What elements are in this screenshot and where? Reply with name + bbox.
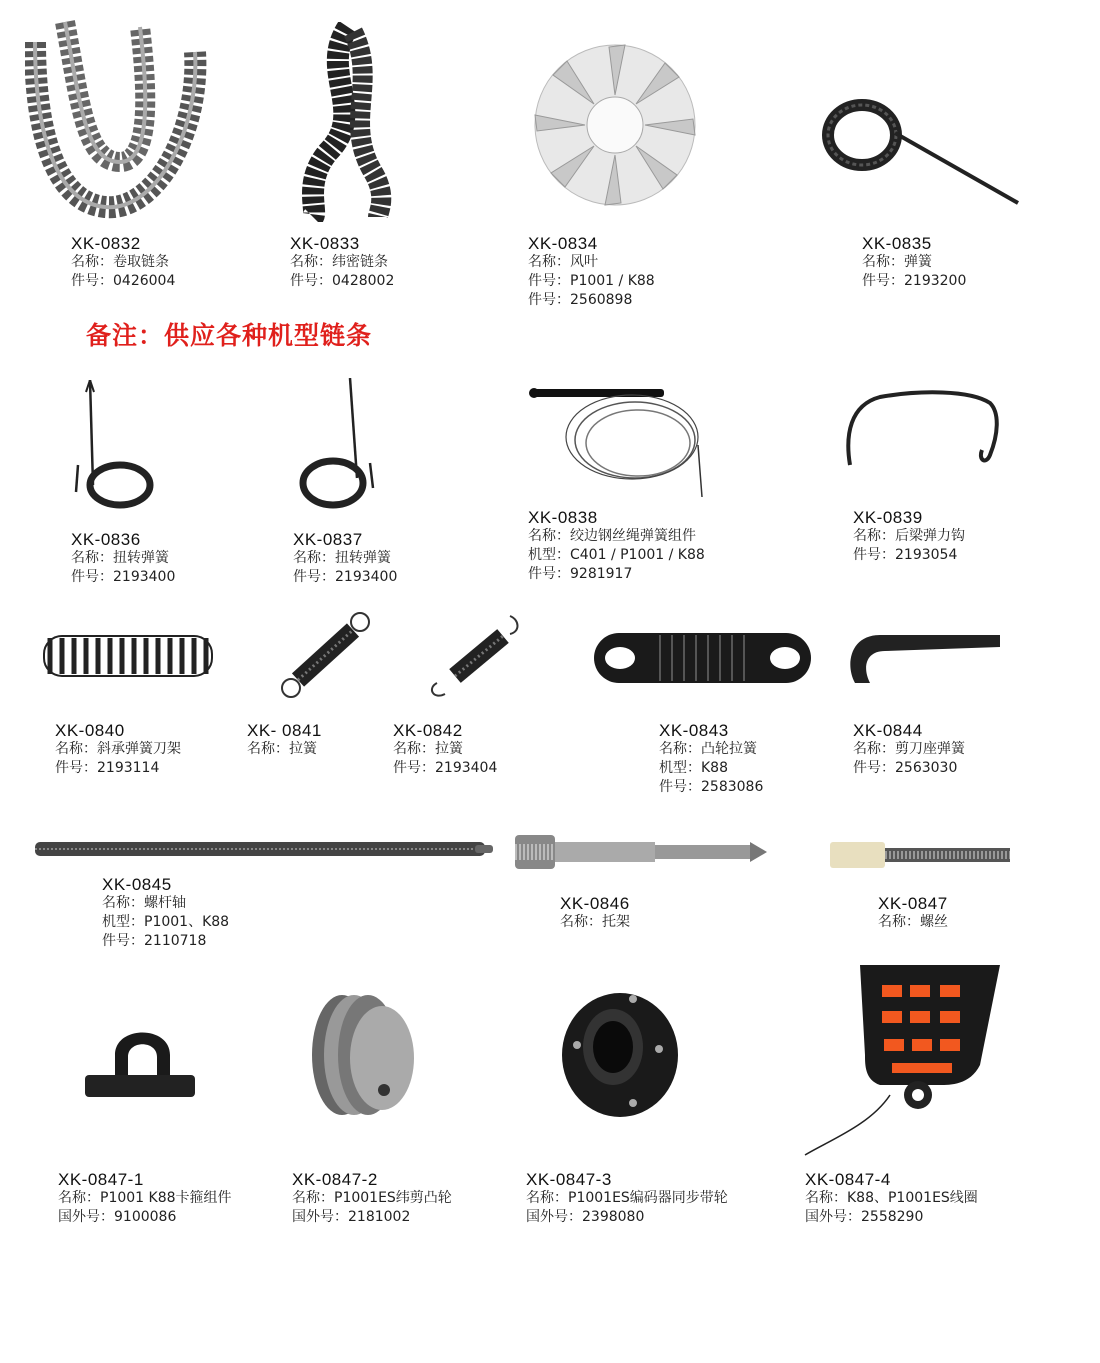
product-caption	[55, 721, 181, 778]
product-caption	[292, 1170, 452, 1227]
part-code: XK-0834	[528, 234, 598, 253]
part-code: XK-0833	[290, 234, 360, 253]
torsion-spring-icon	[68, 380, 158, 510]
part-info: 名称：拉簧	[393, 741, 463, 757]
roller-chain-icon	[298, 22, 398, 222]
part-info: 国外号：9100086	[58, 1209, 177, 1225]
product-caption	[878, 894, 948, 932]
part-code: XK-0842	[393, 721, 463, 740]
part-info: 名称：K88、P1001ES线圈	[805, 1190, 978, 1206]
part-code: XK-0836	[71, 530, 141, 549]
part-code: XK-0847-2	[292, 1170, 378, 1189]
part-code: XK- 0841	[247, 721, 322, 740]
part-info: 件号：2193200	[862, 273, 967, 289]
part-info: 名称：纬密链条	[290, 254, 388, 270]
product-caption	[853, 508, 965, 565]
part-info: 名称：扭转弹簧	[71, 550, 169, 566]
part-info: 名称：托架	[560, 914, 630, 930]
product-caption	[393, 721, 497, 778]
part-info: 国外号：2398080	[526, 1209, 645, 1225]
screw-icon	[830, 840, 1015, 870]
clamp-icon	[85, 1015, 195, 1105]
flat-spring-icon	[840, 625, 1005, 690]
part-code: XK-0839	[853, 508, 923, 527]
part-info: 件号：2193404	[393, 760, 498, 776]
part-info: 名称：剪刀座弹簧	[853, 741, 965, 757]
part-info: 名称：螺丝	[878, 914, 948, 930]
roller-chain-icon	[25, 12, 210, 227]
part-info: 件号：0428002	[290, 273, 395, 289]
tension-spring-icon	[278, 608, 373, 703]
wire-rope-icon	[520, 385, 710, 505]
product-caption	[102, 875, 229, 951]
part-info: 件号：2563030	[853, 760, 958, 776]
product-caption	[293, 530, 397, 587]
product-caption	[560, 894, 630, 932]
part-code: XK-0847-3	[526, 1170, 612, 1189]
part-info: 名称：扭转弹簧	[293, 550, 391, 566]
product-caption	[58, 1170, 232, 1227]
part-info: 名称：拉簧	[247, 741, 317, 757]
part-info: 国外号：2181002	[292, 1209, 411, 1225]
part-info: 名称：斜承弹簧刀架	[55, 741, 181, 757]
part-info: 名称：凸轮拉簧	[659, 741, 757, 757]
part-code: XK-0847	[878, 894, 948, 913]
pulley-icon	[555, 985, 680, 1120]
part-info: 件号：2193054	[853, 547, 958, 563]
product-caption	[526, 1170, 728, 1227]
part-info: 名称：风叶	[528, 254, 598, 270]
coil-spring-icon	[40, 632, 215, 680]
bracket-pin-icon	[515, 832, 770, 872]
part-info: 名称：螺杆轴	[102, 895, 186, 911]
supply-note: 备注：供应各种机型链条	[86, 321, 373, 350]
part-code: XK-0845	[102, 875, 172, 894]
part-code: XK-0847-4	[805, 1170, 891, 1189]
hook-icon	[840, 385, 1005, 475]
product-caption	[805, 1170, 978, 1227]
part-info: 件号：0426004	[71, 273, 176, 289]
part-code: XK-0843	[659, 721, 729, 740]
part-info: 件号：2193114	[55, 760, 160, 776]
coil-icon	[800, 955, 1020, 1165]
part-code: XK-0847-1	[58, 1170, 144, 1189]
part-code: XK-0838	[528, 508, 598, 527]
torsion-spring-icon	[295, 378, 385, 513]
part-info: 机型：C401 / P1001 / K88	[528, 547, 705, 563]
part-info: 名称：P1001 K88卡箍组件	[58, 1190, 232, 1206]
part-info: 名称：弹簧	[862, 254, 932, 270]
part-code: XK-0846	[560, 894, 630, 913]
part-info: 名称：绞边钢丝绳弹簧组件	[528, 528, 696, 544]
part-info: 机型：K88	[659, 760, 728, 776]
product-caption	[659, 721, 763, 797]
part-info: 件号：9281917	[528, 566, 633, 582]
part-info: 件号：2560898	[528, 292, 633, 308]
product-caption	[528, 508, 705, 584]
product-caption	[853, 721, 965, 778]
part-info: 件号：2193400	[293, 569, 398, 585]
cam-spring-icon	[590, 625, 815, 690]
product-caption	[247, 721, 322, 759]
product-caption	[290, 234, 394, 291]
cam-icon	[292, 990, 432, 1125]
part-info: 名称：P1001ES编码器同步带轮	[526, 1190, 728, 1206]
part-code: XK-0837	[293, 530, 363, 549]
part-info: 国外号：2558290	[805, 1209, 924, 1225]
product-caption	[862, 234, 966, 291]
fan-blade-icon	[515, 40, 715, 210]
part-info: 件号：P1001 / K88	[528, 273, 655, 289]
part-info: 名称：后梁弹力钩	[853, 528, 965, 544]
part-info: 件号：2193400	[71, 569, 176, 585]
spring-icon	[820, 85, 1025, 210]
part-info: 件号：2583086	[659, 779, 764, 795]
part-code: XK-0832	[71, 234, 141, 253]
part-code: XK-0835	[862, 234, 932, 253]
part-info: 名称：卷取链条	[71, 254, 169, 270]
product-caption	[71, 530, 175, 587]
product-caption	[528, 234, 655, 310]
part-info: 机型：P1001、K88	[102, 914, 230, 930]
part-info: 件号：2110718	[102, 933, 207, 949]
tension-spring-icon	[425, 608, 525, 703]
part-code: XK-0844	[853, 721, 923, 740]
part-info: 名称：P1001ES纬剪凸轮	[292, 1190, 452, 1206]
part-code: XK-0840	[55, 721, 125, 740]
product-caption	[71, 234, 175, 291]
screw-shaft-icon	[35, 838, 495, 860]
